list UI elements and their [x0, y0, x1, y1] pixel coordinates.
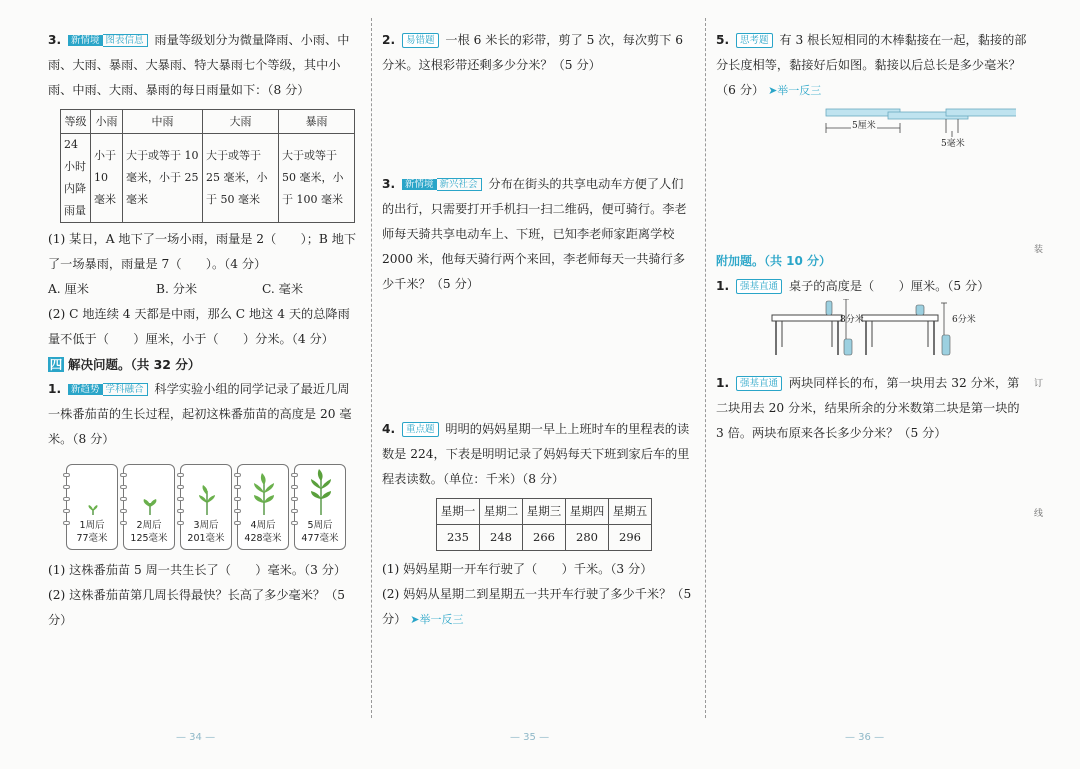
table-header: 中雨	[123, 110, 203, 134]
table-height-diagram	[716, 299, 1028, 371]
question-tag: 强基直通	[736, 376, 782, 391]
question-number: 1.	[716, 376, 730, 390]
length-label: 5厘米	[852, 121, 876, 131]
plant-growth-cards	[66, 464, 360, 550]
plant-icon	[248, 469, 280, 517]
question-tag: 新情境 图表信息	[68, 34, 148, 47]
question-text: 一根 6 米长的彩带，剪了 5 次，每次剪下 6 分米。这根彩带还剩多少分米？（5 分）	[382, 33, 684, 72]
bonus-section-title: 附加题。（共 10 分）	[716, 254, 832, 268]
plant-icon	[305, 469, 337, 517]
answer-space	[716, 153, 1028, 249]
question-tag: 新趋势 学科融合	[68, 383, 148, 396]
rainfall-table	[60, 109, 355, 223]
table-cell: 24 小时内降雨量	[61, 134, 91, 223]
question-text: 有 3 根长短相同的木棒黏接在一起，黏接的部分长度相等，黏接好后如图。黏接以后总长是多少毫米？（6 分）	[716, 33, 1027, 97]
binding-mark: 线	[1034, 509, 1044, 519]
height-label-b: 6分米	[952, 315, 976, 325]
option-c: C. 毫米	[262, 282, 304, 296]
page-number: — 34 —	[176, 732, 216, 743]
odometer-table	[436, 498, 652, 551]
section-title: 解决问题。（共 32 分）	[68, 357, 201, 372]
overlap-label: 5毫米	[941, 139, 965, 149]
question-number: 3.	[382, 177, 396, 191]
table-cell: 小于 10 毫米	[91, 134, 123, 223]
sprout-icon	[77, 469, 109, 517]
binding-mark: 订	[1034, 379, 1044, 389]
section-header	[48, 352, 360, 377]
column-divider	[705, 18, 706, 718]
table-cell: 235	[437, 525, 480, 551]
question-text: 桌子的高度是（ ）厘米。（5 分）	[788, 279, 990, 293]
question-text: 两块同样长的布，第一块用去 32 分米，第二块用去 20 分米，结果所余的分米数第二块是第一块的 3 倍。两块布原来各长多少分米？（5 分）	[716, 376, 1020, 440]
answer-options	[48, 277, 360, 302]
question-tag: 思考题	[736, 33, 773, 48]
question-3-scooter	[382, 172, 694, 297]
table-header: 星期一	[437, 499, 480, 525]
card-week: 1周后	[79, 520, 105, 531]
table-header: 星期三	[523, 499, 566, 525]
sub-question	[382, 582, 694, 632]
question-text: 明明的妈妈星期一早上上班时车的里程表的读数是 224，下表是明明记录了妈妈每天下班到家后车的里程表读数。（单位：千米）（8 分）	[382, 422, 690, 486]
answer-space	[382, 78, 694, 172]
question-number: 1.	[48, 382, 62, 396]
section-number: 四	[49, 357, 63, 372]
table-cell: 248	[480, 525, 523, 551]
sprout-icon	[134, 469, 166, 517]
question-tag: 强基直通	[736, 279, 782, 294]
question-text: 科学实验小组的同学记录了最近几周一株番茄苗的生长过程，起初这株番茄苗的高度是 20 毫米。（8 分）	[48, 382, 352, 446]
table-header: 星期四	[566, 499, 609, 525]
question-number: 3.	[48, 33, 62, 47]
table-header: 星期二	[480, 499, 523, 525]
sub-question: (2) 这株番茄苗第几周长得最快？长高了多少毫米？（5 分）	[48, 588, 346, 627]
question-number: 5.	[716, 33, 730, 47]
plant-card	[123, 464, 175, 550]
table-cell: 大于或等于 10 毫米，小于 25 毫米	[123, 134, 203, 223]
bonus-question-2	[716, 371, 1028, 446]
plant-card	[237, 464, 289, 550]
answer-space	[382, 297, 694, 417]
question-1-tomato	[48, 377, 360, 452]
table-header: 暴雨	[279, 110, 355, 134]
card-height: 428毫米	[244, 533, 282, 544]
table-cell: 大于或等于 50 毫米，小于 100 毫米	[279, 134, 355, 223]
question-number: 2.	[382, 33, 396, 47]
plant-icon	[191, 469, 223, 517]
sub-question-text: (2) 妈妈从星期二到星期五一共开车行驶了多少千米？（5 分）	[382, 587, 692, 626]
column-page-35	[382, 28, 694, 632]
sub-question: (1) 某日，A 地下了一场小雨，雨量是 2（ ）；B 地下了一场暴雨，雨量是 7（ ）。（4 分）	[48, 232, 357, 271]
question-tag: 易错题	[402, 33, 439, 48]
bonus-question-1	[716, 274, 1028, 299]
plant-card	[180, 464, 232, 550]
table-header: 大雨	[203, 110, 279, 134]
card-week: 5周后	[307, 520, 333, 531]
sub-question: (1) 这株番茄苗 5 周一共生长了（ ）毫米。（3 分）	[48, 563, 347, 577]
table-cell: 280	[566, 525, 609, 551]
table-header: 星期五	[609, 499, 652, 525]
binding-mark: 装	[1034, 245, 1044, 255]
page-number: — 36 —	[845, 732, 885, 743]
plant-card	[66, 464, 118, 550]
question-text: 雨量等级划分为微量降雨、小雨、中雨、大雨、暴雨、大暴雨、特大暴雨七个等级，其中小雨、中雨、大雨、暴雨的每日雨量如下：（8 分）	[48, 33, 350, 97]
question-2-ribbon	[382, 28, 694, 78]
question-number: 1.	[716, 279, 730, 293]
card-height: 125毫米	[130, 533, 168, 544]
question-tag: 重点题	[402, 422, 439, 437]
column-divider	[371, 18, 372, 718]
option-b: B. 分米	[156, 282, 198, 296]
card-week: 3周后	[193, 520, 219, 531]
sub-question: (2) C 地连续 4 天都是中雨，那么 C 地这 4 天的总降雨量不低于（ ）厘米，小于（ ）分米。（4 分）	[48, 307, 350, 346]
question-4-odometer	[382, 417, 694, 492]
related-practice-link[interactable]: ➤举一反三	[410, 613, 464, 626]
card-height: 77毫米	[76, 533, 108, 544]
question-tag: 新情境 新兴社会	[402, 178, 482, 191]
card-height: 201毫米	[187, 533, 225, 544]
table-cell: 266	[523, 525, 566, 551]
column-page-36	[716, 28, 1028, 446]
card-height: 477毫米	[301, 533, 339, 544]
table-header: 等级	[61, 110, 91, 134]
related-practice-link[interactable]: ➤举一反三	[768, 84, 822, 97]
height-label-a: 8分米	[840, 315, 864, 325]
table-cell: 296	[609, 525, 652, 551]
sub-question: (1) 妈妈星期一开车行驶了（ ）千米。（3 分）	[382, 562, 653, 576]
table-cell: 大于或等于 25 毫米，小于 50 毫米	[203, 134, 279, 223]
card-week: 4周后	[250, 520, 276, 531]
column-page-34	[48, 28, 360, 633]
card-week: 2周后	[136, 520, 162, 531]
question-5-sticks	[716, 28, 1028, 103]
option-a: A. 厘米	[48, 282, 89, 296]
table-header: 小雨	[91, 110, 123, 134]
page-number: — 35 —	[510, 732, 550, 743]
tables-illustration	[716, 299, 1016, 371]
question-3-rain	[48, 28, 360, 103]
plant-card	[294, 464, 346, 550]
question-text: 分布在街头的共享电动车方便了人们的出行，只需要打开手机扫一扫二维码，便可骑行。李老师每天骑共享电动车上、下班，已知李老师家距离学校 2000 米，他每天骑行两个来回，李老师每天一共骑行多少千米？（5 分）	[382, 177, 687, 291]
question-number: 4.	[382, 422, 396, 436]
